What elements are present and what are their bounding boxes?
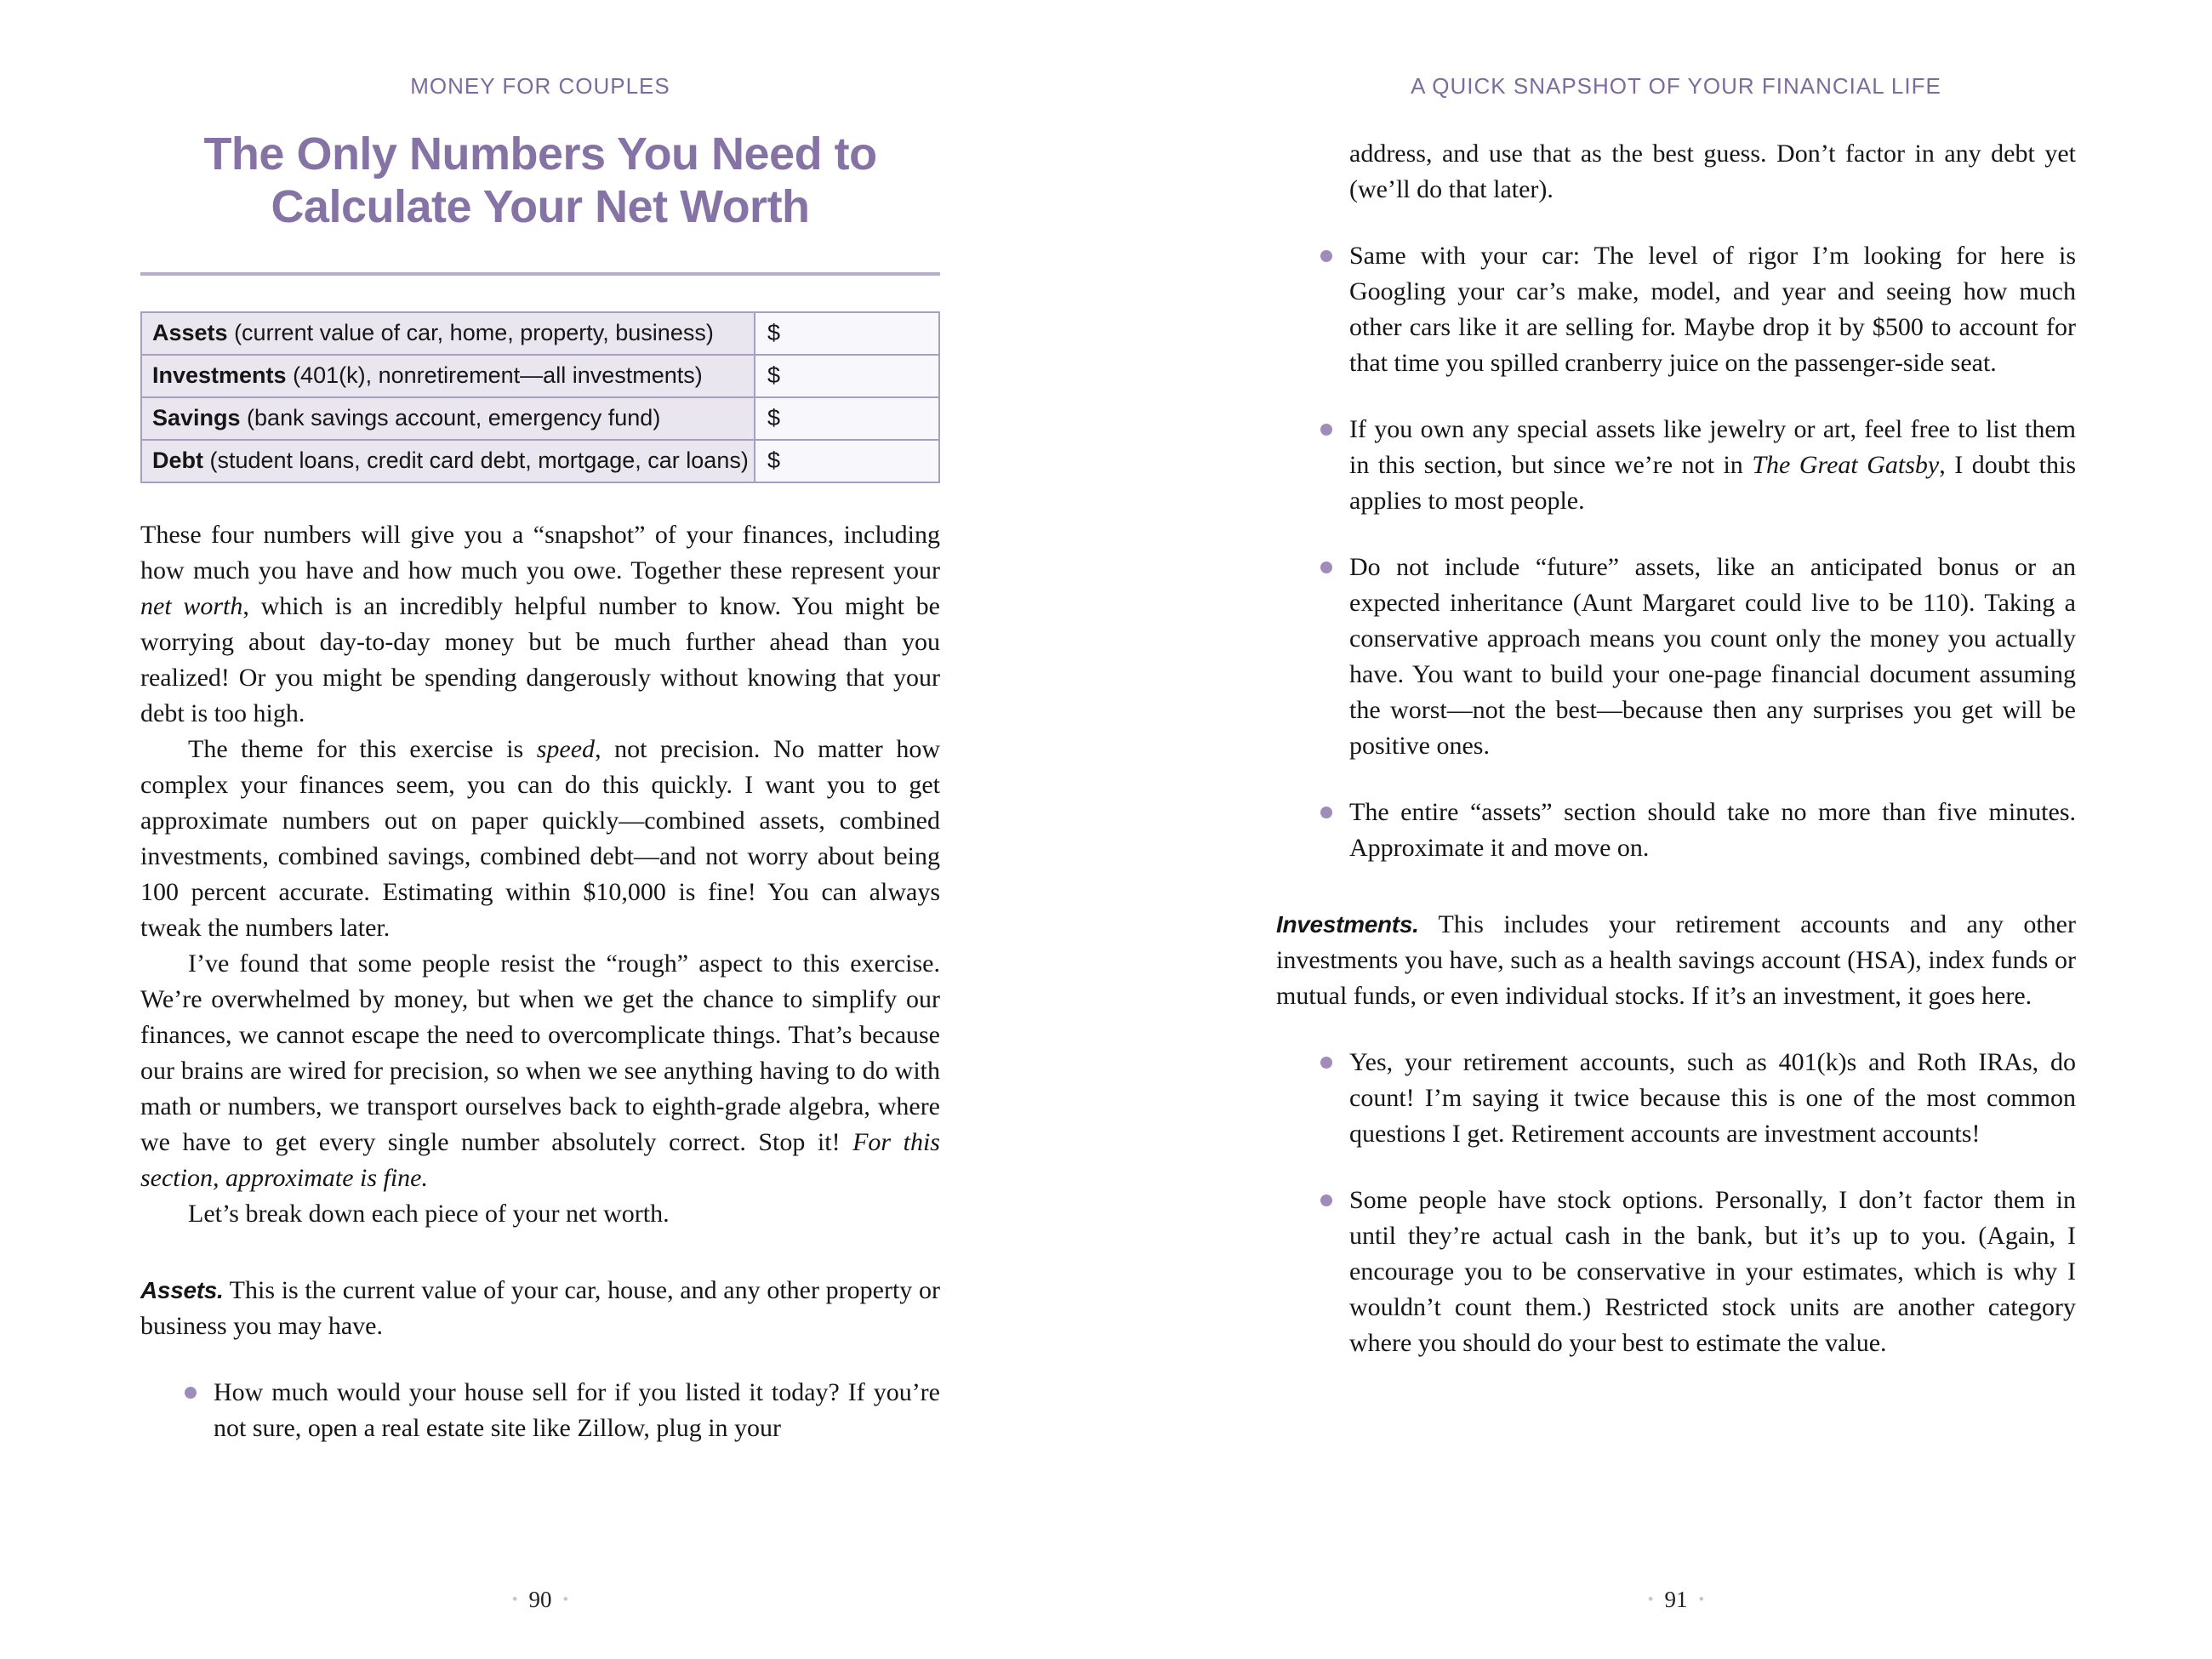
body-paragraph [140,946,940,1196]
table-desc: (student loans, credit card debt, mortgage, car loans) [203,448,749,473]
table-cell-label [142,356,755,396]
body-paragraph [140,732,940,946]
page-number-left [140,1587,940,1613]
chapter-title [140,128,940,233]
text-run: , I doubt this applies to most people. [1349,451,2077,515]
page-number-right [1276,1587,2076,1613]
bullet-text [1349,795,2076,866]
table-row-savings [142,396,938,439]
body-paragraph [140,517,940,732]
text-run: Do not include “future” assets, like an anticipated bonus or an expected inheritance (Aunt Margaret could live to be 110). Taking a conservative approach means you count only the money you actually have. You want to build your one-page financial document assuming the worst—not the best—because then any surprises you get will be positive ones. [1349,553,2076,760]
right-page [1106,0,2212,1659]
text-run: Yes, your retirement accounts, such as 401(k)s and Roth IRAs, do count! I’m saying it twice because this is one of the most common questions I get. Retirement accounts are investment accounts! [1349,1048,2076,1148]
text-run: The entire “assets” section should take no more than five minutes. Approximate it and move on. [1349,798,2076,862]
bullet-item [1276,412,2076,519]
text-run: The Great Gatsby [1752,451,1940,479]
text-run: Assets. [140,1277,224,1303]
table-term: Investments [152,362,287,388]
text-run: Investments. [1276,911,1419,938]
bullet-item [1276,238,2076,381]
bullet-item [1276,795,2076,866]
table-row-assets [142,313,938,354]
chapter-title-line-1: The Only Numbers You Need to [203,128,877,180]
table-cell-value: $ [755,356,938,396]
bullet-icon [1320,807,1332,818]
bullet-icon [1320,1057,1332,1069]
ornament-dot: • [1647,1591,1654,1609]
text-run: , which is an incredibly helpful number to know. You might be worrying about day-to-day money but be much further ahead than you realized! Or you might be spending dangerously without knowing that your debt is too high. [140,592,941,727]
body-paragraph [1349,136,2076,208]
net-worth-table [140,311,940,483]
bullet-text [1349,550,2076,764]
bullet-item [1276,1183,2076,1361]
running-head-right: A QUICK SNAPSHOT OF YOUR FINANCIAL LIFE [1411,73,1941,99]
table-cell-label [142,441,755,482]
page-body-left [140,517,940,1446]
table-cell-label [142,398,755,439]
bullet-icon [1320,424,1332,436]
bullet-icon [1320,562,1332,573]
table-row-debt [142,439,938,482]
text-run: net worth [140,592,243,620]
text-run: address, and use that as the best guess. Don’t factor in any debt yet (we’ll do that later). [1349,140,2076,203]
bullet-item [1276,1045,2076,1152]
bullet-icon [1320,1194,1332,1206]
bullet-text [214,1375,940,1446]
ornament-dot: • [1698,1591,1705,1609]
text-run: This includes your retirement accounts and any other investments you have, such as a health savings account (HSA), index funds or mutual funds, or even individual stocks. If it’s an investment, it goes here. [1276,910,2076,1010]
text-run: Same with your car: The level of rigor I’m looking for here is Googling your car’s make, model, and year and seeing how much other cars like it are selling for. Maybe drop it by $500 to account for that time you spilled cranberry juice on the passenger-side seat. [1349,242,2076,377]
text-run: speed [536,735,596,763]
text-run: How much would your house sell for if you listed it today? If you’re not sure, open a real estate site like Zillow, plug in your [214,1378,940,1442]
table-desc: (current value of car, home, property, business) [227,320,714,345]
body-paragraph [140,1196,940,1232]
text-run: , not precision. No matter how complex your finances seem, you can do this quickly. I want you to get approximate numbers out on paper quickly—combined assets, combined investments, combined savings, combined debt—and not worry about being 100 percent accurate. Estimating within $10,000 is fine! You can always tweak the numbers later. [140,735,940,942]
page-number-value: 90 [528,1587,552,1612]
table-cell-label [142,313,755,354]
table-term: Debt [152,448,203,473]
text-run: If you own any special assets like jewelry or art, feel free to list them in this section, but since we’re not in [1349,415,2076,479]
bullet-text [1349,1045,2076,1152]
section-paragraph [1276,907,2076,1014]
title-divider [140,272,940,276]
text-run: Some people have stock options. Personally, I don’t factor them in until they’re actual cash in the bank, but it’s up to you. (Again, I encourage you to be conservative in your estimates, which is why I wouldn’t count them.) Restricted stock units are another category where you should do your best to estimate the value. [1349,1186,2076,1357]
table-row-investments [142,354,938,396]
text-run: These four numbers will give you a “snapshot” of your finances, including how much you have and how much you owe. Together these represent your [140,521,940,584]
table-cell-value: $ [755,398,938,439]
bullet-text [1349,1183,2076,1361]
text-run: The theme for this exercise is [188,735,537,763]
text-run: I’ve found that some people resist the “rough” aspect to this exercise. We’re overwhelmed by money, but when we get the chance to simplify our finances, we cannot escape the need to overcomplicate things. That’s because our brains are wired for precision, so when we see anything having to do with math or numbers, we transport ourselves back to eighth-grade algebra, where we have to get every single number absolutely correct. Stop it! [140,949,940,1156]
table-term: Savings [152,405,241,430]
table-desc: (401(k), nonretirement—all investments) [286,362,703,388]
bullet-text [1349,412,2076,519]
table-desc: (bank savings account, emergency fund) [240,405,661,430]
table-cell-value: $ [755,313,938,354]
running-head-left: MONEY FOR COUPLES [410,73,670,99]
text-run: Let’s break down each piece of your net worth. [188,1200,670,1228]
ornament-dot: • [511,1591,518,1609]
bullet-text [1349,238,2076,381]
table-term: Assets [152,320,228,345]
bullet-icon [185,1387,197,1399]
ornament-dot: • [562,1591,569,1609]
page-body-right [1276,136,2076,1361]
table-cell-value: $ [755,441,938,482]
bullet-icon [1320,250,1332,262]
bullet-item [140,1375,940,1446]
section-paragraph [140,1273,940,1344]
page-number-value: 91 [1664,1587,1688,1612]
chapter-title-line-2: Calculate Your Net Worth [271,181,810,232]
text-run: This is the current value of your car, house, and any other property or business you may have. [140,1276,940,1340]
bullet-item [1276,550,2076,764]
text-run: For this section, approximate is fine. [140,1128,940,1192]
